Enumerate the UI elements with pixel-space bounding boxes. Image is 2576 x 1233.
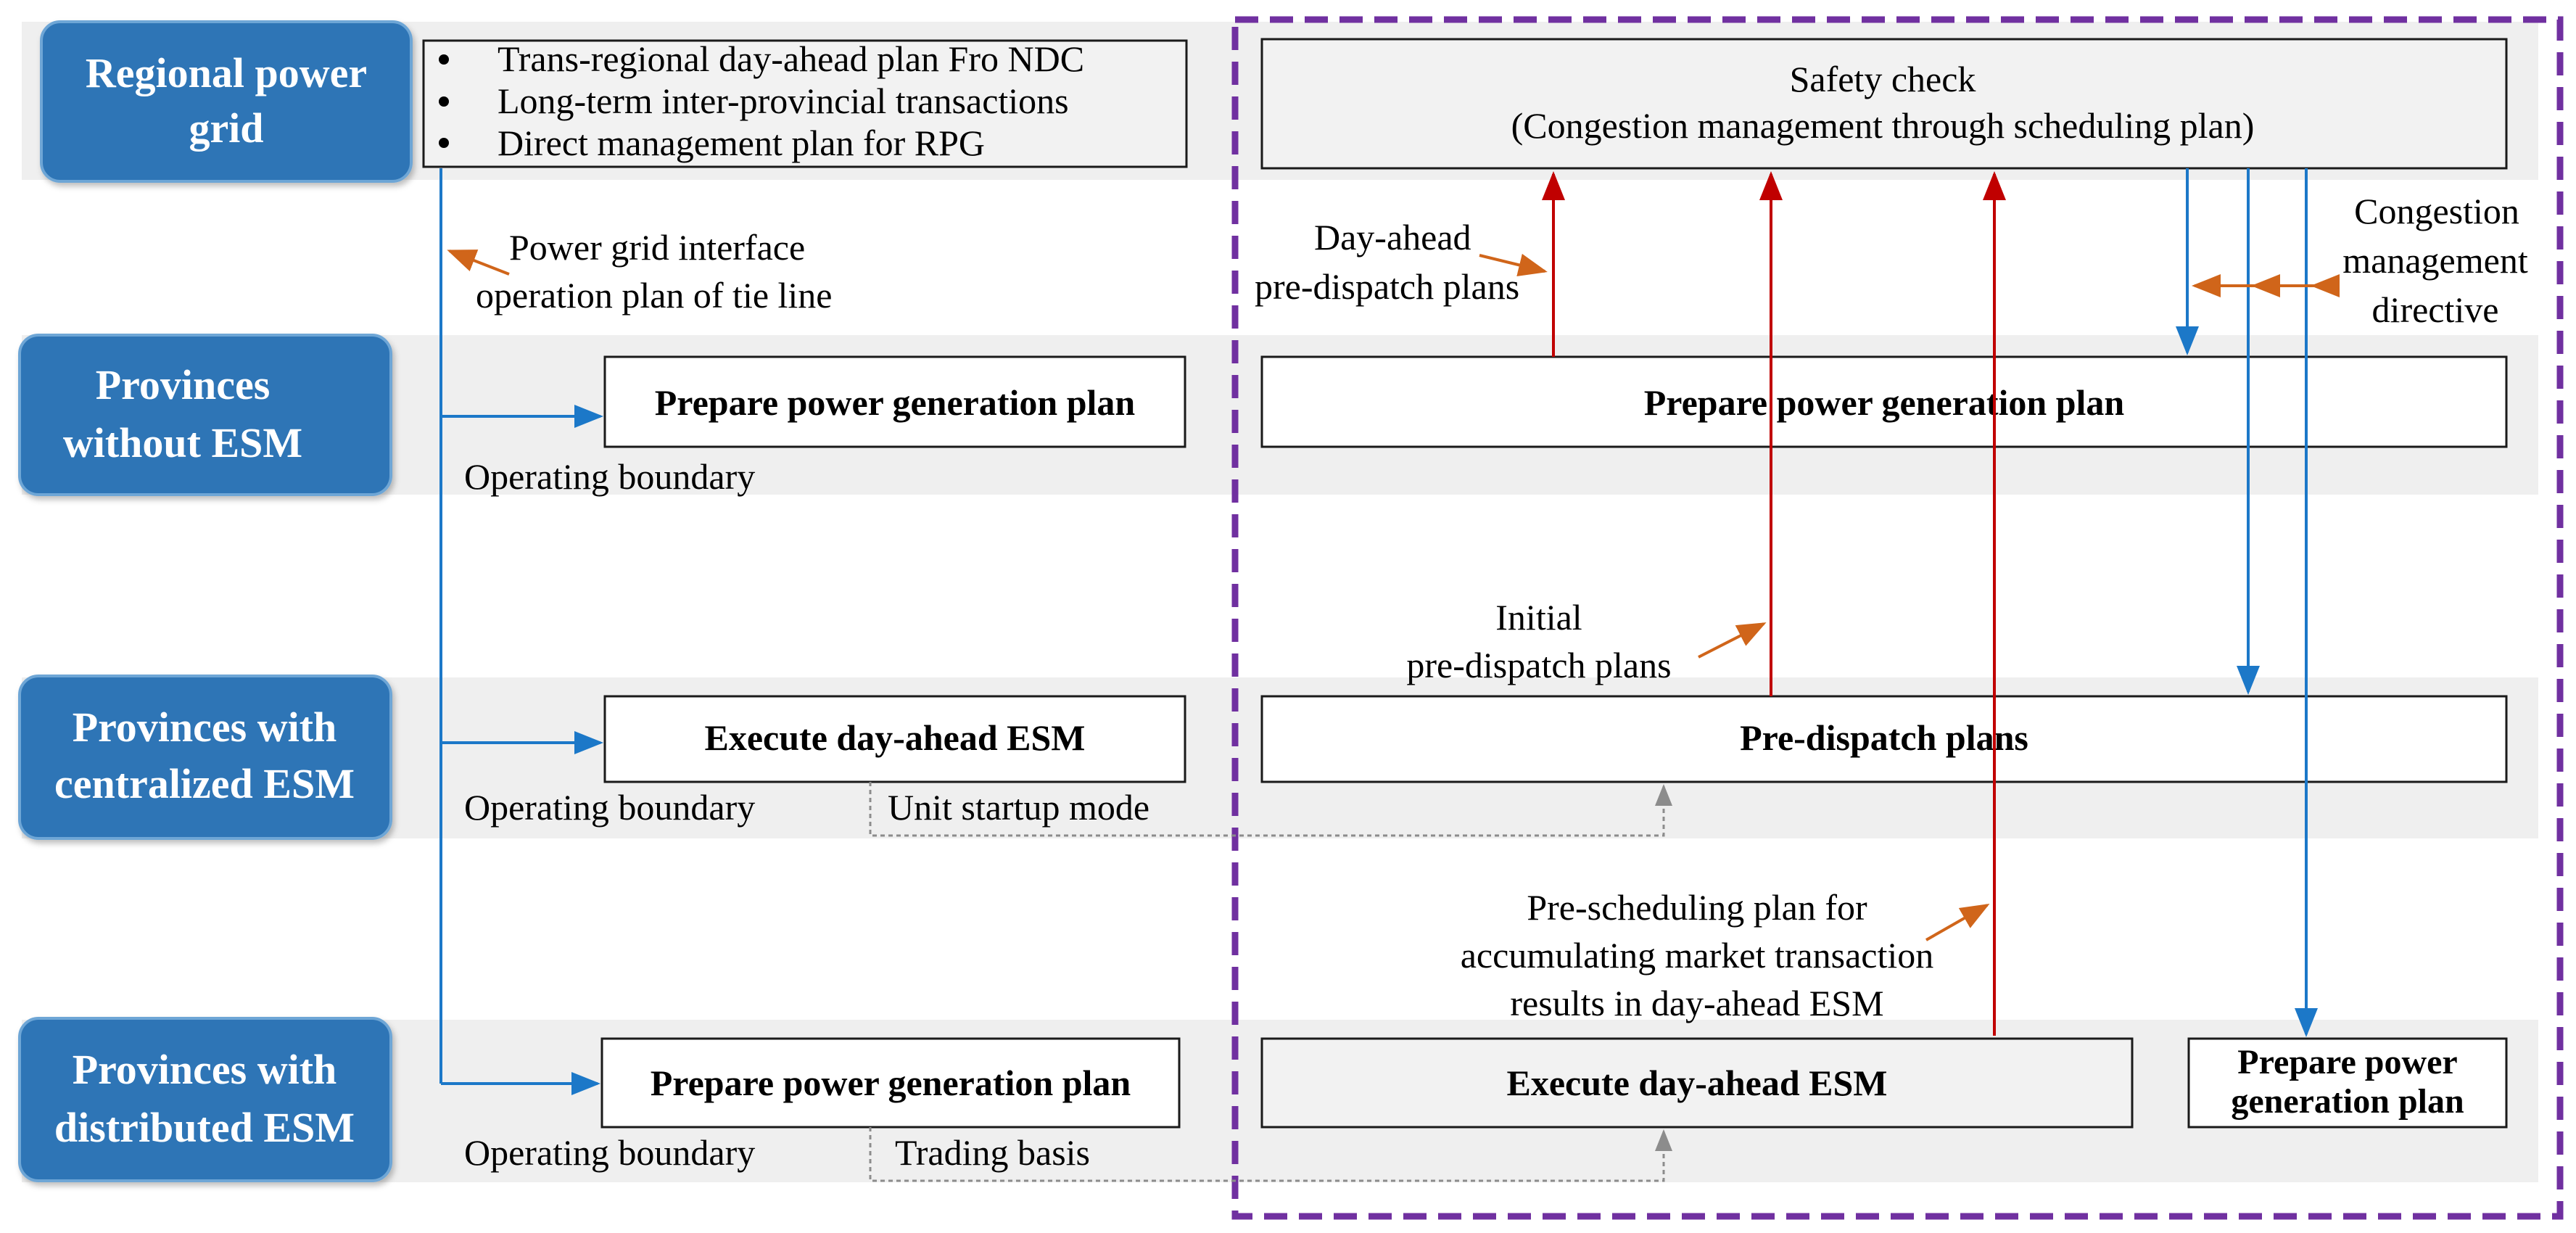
left-prepare-plan-without-esm xyxy=(605,357,1185,447)
operating-boundary-label: Operating boundary xyxy=(464,787,756,828)
bullet-icon xyxy=(439,138,449,148)
regional-plan-list xyxy=(424,38,1186,167)
day-ahead-label-1: Day-ahead xyxy=(1314,217,1471,257)
bullet-icon xyxy=(439,54,449,65)
pre-scheduling-label-2: accumulating market transaction xyxy=(1460,935,1934,976)
box-label: (Congestion management through scheduling plan) xyxy=(1511,105,2255,146)
box-label: generation plan xyxy=(2231,1082,2464,1121)
initial-pointer xyxy=(1698,624,1764,657)
box-label: Prepare power generation plan xyxy=(1643,382,2125,423)
congestion-label-1: Congestion xyxy=(2354,191,2519,231)
regional-list-item: Long-term inter-provincial transactions xyxy=(498,81,1069,121)
trading-basis-label: Trading basis xyxy=(895,1132,1091,1173)
initial-label-1: Initial xyxy=(1495,597,1582,638)
box-label: Prepare power xyxy=(2237,1043,2458,1081)
row-label-regional-power-grid xyxy=(41,22,411,181)
row-label-line2: centralized ESM xyxy=(54,760,355,807)
initial-label-2: pre-dispatch plans xyxy=(1406,645,1672,685)
pre-scheduling-label-3: results in day-ahead ESM xyxy=(1510,983,1884,1023)
right-prepare-plan-without-esm xyxy=(1262,357,2506,447)
unit-startup-mode-label: Unit startup mode xyxy=(888,787,1150,828)
regional-list-item: Direct management plan for RPG xyxy=(498,123,986,163)
row-label-line2: without ESM xyxy=(62,419,303,466)
safety-check-box xyxy=(1262,39,2506,168)
box-label: Prepare power generation plan xyxy=(650,1063,1131,1103)
box-label: Execute day-ahead ESM xyxy=(704,717,1086,758)
row-label-line1: Provinces with xyxy=(72,1046,337,1093)
tie-line-label-2: operation plan of tie line xyxy=(476,275,833,316)
box-label: Prepare power generation plan xyxy=(654,382,1136,423)
row-label-line2: grid xyxy=(189,104,264,152)
tie-line-label-1: Power grid interface xyxy=(509,227,806,268)
row-label-provinces-without-esm xyxy=(20,335,391,495)
box-label: Pre-dispatch plans xyxy=(1740,717,2028,758)
operating-boundary-label: Operating boundary xyxy=(464,1132,756,1173)
pre-dispatch-plans-box xyxy=(1262,696,2506,782)
day-ahead-label-2: pre-dispatch plans xyxy=(1255,266,1520,307)
regional-list-item: Trans-regional day-ahead plan Fro NDC xyxy=(498,38,1085,79)
row-label-provinces-distributed-esm xyxy=(20,1018,391,1181)
row-label-line1: Provinces xyxy=(95,361,271,408)
pre-scheduling-label-1: Pre-scheduling plan for xyxy=(1527,887,1867,928)
box-label: Execute day-ahead ESM xyxy=(1506,1063,1888,1103)
bullet-icon xyxy=(439,96,449,107)
pre-scheduling-pointer xyxy=(1926,905,1987,940)
left-execute-centralized-esm xyxy=(605,696,1185,782)
left-prepare-plan-distributed-esm xyxy=(602,1039,1179,1127)
row-label-line2: distributed ESM xyxy=(54,1104,355,1151)
congestion-label-2: management xyxy=(2342,240,2528,281)
row-label-line1: Provinces with xyxy=(72,704,337,751)
congestion-label-3: directive xyxy=(2371,289,2499,330)
right-execute-distributed-esm xyxy=(1262,1039,2132,1127)
operating-boundary-label: Operating boundary xyxy=(464,456,756,497)
row-label-provinces-centralized-esm xyxy=(20,676,391,838)
row-label-line1: Regional power xyxy=(85,49,368,96)
box-label: Safety check xyxy=(1789,59,1976,99)
small-prepare-plan-box xyxy=(2189,1039,2506,1127)
tie-line-pointer xyxy=(450,251,509,274)
